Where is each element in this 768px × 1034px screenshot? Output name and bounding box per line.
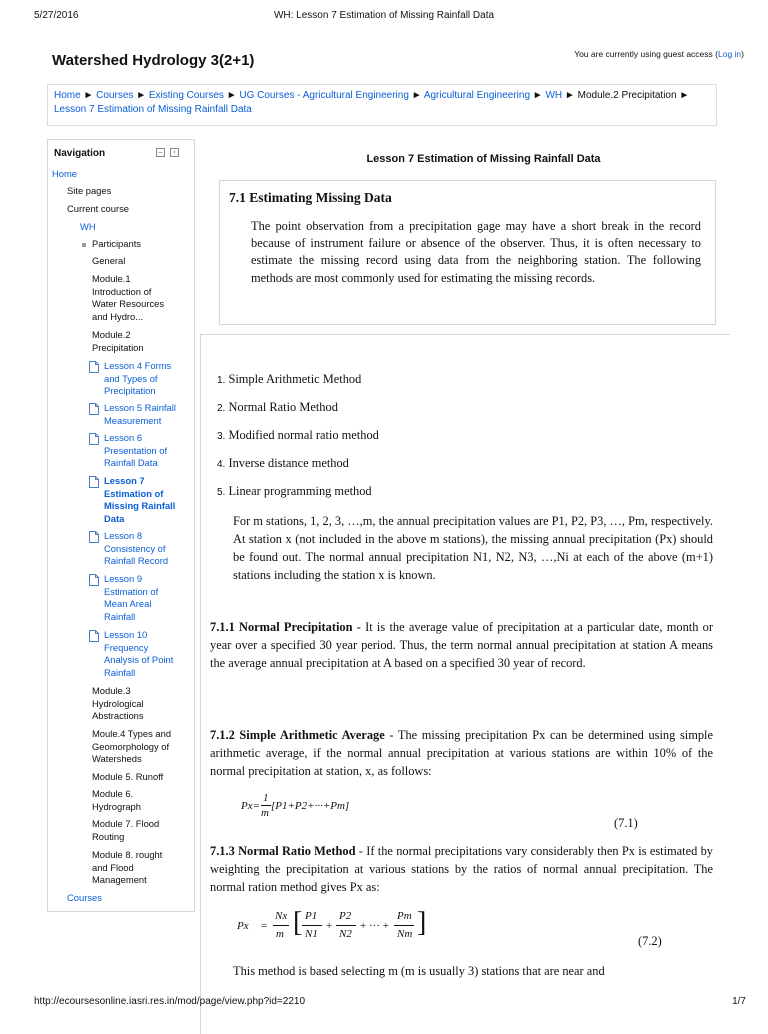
equation-7-2: Px = Nx m [ P1 N1 + P2 N2 + ··· + Pm Nm ]	[237, 907, 427, 940]
nav-courses[interactable]: Courses	[67, 892, 102, 903]
nav-module-2[interactable]: Module.2 Precipitation	[92, 329, 144, 353]
nav-module-6[interactable]: Module 6. Hydrograph	[92, 788, 141, 812]
lesson-title: Lesson 7 Estimation of Missing Rainfall Data	[366, 153, 601, 165]
fraction-bar	[336, 925, 356, 926]
paragraph-7-1-1: 7.1.1 Normal Precipitation - It is the average value of precipitation at a particular date, month or year over a specified 30 year period. Thus, the term normal annual precipitation at station A means the average annual precipitation at A based on a specified 30 year of record.	[210, 620, 713, 670]
dock-icon[interactable]: ‹	[170, 148, 179, 157]
page-icon	[89, 574, 99, 586]
list-item: 5. Linear programming method	[217, 484, 372, 498]
paragraph-7-1-2: 7.1.2 Simple Arithmetic Average - The missing precipitation Px can be determined using simple arithmetic average, if the normal annual precipitation at various stations are within 10% of the normal precipitation at station, x, as follows:	[210, 728, 713, 778]
nav-course-wh[interactable]: WH	[80, 221, 96, 232]
heading-7-1-2: 7.1.2 Simple Arithmetic Average	[210, 728, 385, 742]
breadcrumb: Home ► Courses ► Existing Courses ► UG Courses - Agricultural Engineering ► Agricultural Engineering ► WH ► Module.2 Precipitation ► Lesson 7 Estimation of Missing Rainfall Data	[47, 84, 717, 126]
bullet-icon	[82, 243, 86, 247]
print-url: http://ecoursesonline.iasri.res.in/mod/page/view.php?id=2210	[34, 996, 306, 1007]
breadcrumb-agricultural-engineering[interactable]: Agricultural Engineering	[423, 90, 530, 101]
fraction-bar	[273, 925, 289, 926]
site-title: Watershed Hydrology 3(2+1)	[52, 52, 255, 69]
nav-lesson-8[interactable]: Lesson 8 Consistency of Rainfall Record	[104, 530, 168, 568]
nav-module-8[interactable]: Module 8. rought and Flood Management	[92, 849, 163, 886]
nav-general[interactable]: General	[92, 255, 126, 266]
last-line: This method is based selecting m (m is usually 3) stations that are near and	[233, 964, 605, 978]
navigation-title: Navigation	[54, 148, 106, 159]
login-notice: You are currently using guest access (Log in)	[574, 49, 744, 59]
list-item: 3. Modified normal ratio method	[217, 428, 379, 442]
equation-number-7-2: (7.2)	[638, 934, 662, 948]
fraction-bar	[394, 925, 414, 926]
print-page-number: 1/7	[732, 996, 746, 1007]
nav-site-pages[interactable]: Site pages	[67, 185, 112, 196]
nav-home[interactable]: Home	[52, 168, 78, 179]
paragraph-7-1-3: 7.1.3 Normal Ratio Method - If the normal precipitations vary considerably then Px is estimated by weighting the precipitation at various stations by the ratios of normal annual precipitation. The normal ration method gives Px as:	[210, 844, 713, 894]
print-date: 5/27/2016	[34, 10, 79, 21]
list-item: 1. Simple Arithmetic Method	[217, 372, 362, 386]
nav-lesson-4[interactable]: Lesson 4 Forms and Types of Precipitation	[104, 360, 171, 398]
page-icon	[89, 476, 99, 488]
heading-7-1-1: 7.1.1 Normal Precipitation -	[210, 620, 361, 634]
page-icon	[89, 531, 99, 543]
login-link[interactable]: Log in	[717, 49, 742, 59]
print-title: WH: Lesson 7 Estimation of Missing Rainfall Data	[273, 10, 495, 21]
page-icon	[89, 361, 99, 373]
collapse-icon[interactable]: –	[156, 148, 165, 157]
nav-module-3[interactable]: Module.3 Hydrological Abstractions	[92, 685, 144, 722]
page-icon	[89, 433, 99, 445]
nav-lesson-6[interactable]: Lesson 6 Presentation of Rainfall Data	[104, 432, 167, 470]
fraction-bar	[261, 805, 271, 806]
breadcrumb-wh[interactable]: WH	[545, 90, 563, 101]
fraction-bar	[302, 925, 322, 926]
nav-participants[interactable]: Participants	[92, 238, 141, 251]
navigation-block	[47, 139, 195, 912]
list-item: 4. Inverse distance method	[217, 456, 349, 470]
nav-module-5[interactable]: Module 5. Runoff	[92, 771, 164, 782]
heading-7-1-3: 7.1.3 Normal Ratio Method	[210, 844, 356, 858]
section-text-7-1: The point observation from a precipitation gage may have a short break in the record because of instrument failure or absence of the observer. Thus, it is often necessary to estimate the missing record using data from the neighboring station. The following methods are most commonly used for estimating the missing records.	[251, 219, 701, 285]
nav-lesson-10[interactable]: Lesson 10 Frequency Analysis of Point Rainfall	[104, 629, 173, 679]
breadcrumb-courses[interactable]: Courses	[96, 90, 134, 101]
page-icon	[89, 403, 99, 415]
nav-module-4[interactable]: Moule.4 Types and Geomorphology of Watersheds	[92, 728, 172, 765]
breadcrumb-lesson[interactable]: Lesson 7 Estimation of Missing Rainfall Data	[54, 104, 252, 115]
list-item: 2. Normal Ratio Method	[217, 400, 338, 414]
nav-module-1[interactable]: Module.1 Introduction of Water Resources and Hydro...	[92, 273, 165, 322]
equation-number-7-1: (7.1)	[614, 816, 638, 830]
nav-module-7[interactable]: Module 7. Flood Routing	[92, 818, 160, 842]
section-heading-7-1: 7.1 Estimating Missing Data	[229, 190, 392, 205]
breadcrumb-module: Module.2 Precipitation	[577, 90, 677, 101]
nav-lesson-5[interactable]: Lesson 5 Rainfall Measurement	[104, 402, 176, 427]
nav-lesson-7-active[interactable]: Lesson 7 Estimation of Missing Rainfall Data	[104, 475, 175, 525]
page-icon	[89, 630, 99, 642]
stations-paragraph: For m stations, 1, 2, 3, …,m, the annual precipitation values are P1, P2, P3, …, Pm, respectively. At station x (not included in the above m stations), the missing annual precipitation (Px) should be found out. The normal annual precipitation N1, N2, N3, …,Ni at each of the above (m+1) stations including the station x is known.	[233, 514, 713, 582]
breadcrumb-ug-courses[interactable]: UG Courses - Agricultural Engineering	[239, 90, 409, 101]
nav-current-course[interactable]: Current course	[67, 203, 130, 214]
breadcrumb-home[interactable]: Home	[54, 90, 81, 101]
breadcrumb-existing-courses[interactable]: Existing Courses	[148, 90, 224, 101]
nav-lesson-9[interactable]: Lesson 9 Estimation of Mean Areal Rainfall	[104, 573, 158, 623]
